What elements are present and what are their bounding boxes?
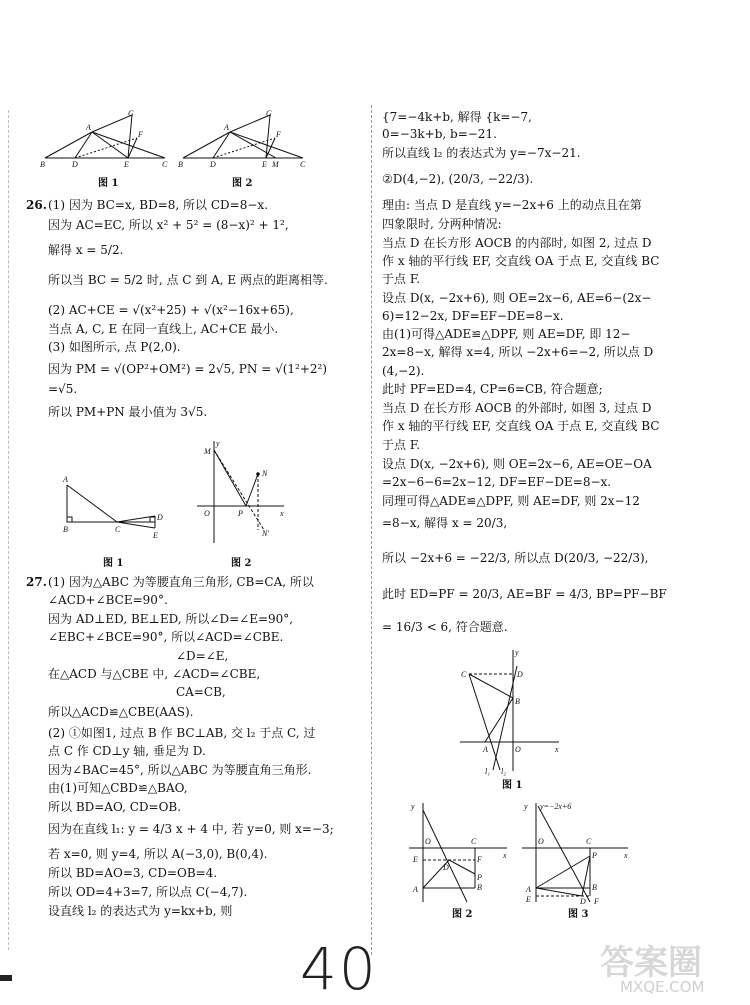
- q27-line: ∠EBC+∠BCE=90°, 所以∠ACD=∠CBE.: [48, 630, 284, 644]
- answer-line: 作 x 轴的平行线 EF, 交直线 OA 于点 E, 交直线 BC: [382, 254, 660, 268]
- svg-text:N: N: [262, 469, 268, 478]
- answer-line: (4,−2).: [382, 364, 425, 378]
- question-number: 26.: [26, 198, 47, 212]
- fig-caption: 图 2: [231, 558, 252, 569]
- svg-text:y: y: [524, 802, 528, 811]
- watermark-logo: 答案圈: [600, 943, 702, 983]
- answer-line: 此时 ED=PF = 20/3, AE=BF = 4/3, BP=PF−BF: [382, 587, 667, 601]
- svg-text:B: B: [178, 160, 183, 169]
- fig-caption: 图 1: [98, 178, 119, 189]
- q27-line: 所以 BD=AO, CD=OB.: [48, 800, 182, 814]
- answer-line: 由(1)可得△ADE≌△DPF, 则 AE=DF, 即 12−: [382, 327, 631, 341]
- answer-line: 所以 −2x+6 = −22/3, 所以点 D(20/3, −22/3),: [382, 551, 649, 565]
- svg-text:D: D: [157, 513, 163, 522]
- q27-line: 设直线 l₂ 的表达式为 y=kx+b, 则: [48, 904, 233, 918]
- answer-line: 所以直线 l₂ 的表达式为 y=−7x−21.: [382, 146, 581, 160]
- q26-line: 当点 A, C, E 在同一直线上, AC+CE 最小.: [48, 322, 279, 336]
- figure-q26-fig2: [192, 438, 292, 548]
- q26-line: (2) AC+CE = √(x²+25) + √(x²−16x+65),: [48, 303, 294, 317]
- q26-line: 所以当 BC = 5/2 时, 点 C 到 A, E 两点的距离相等.: [48, 273, 328, 287]
- q27-line: 所以△ACD≌△CBE(AAS).: [48, 705, 194, 719]
- answer-line: 6)=12−2x, DF=EF−DE=8−x.: [382, 309, 564, 323]
- q27-line: ∠D=∠E,: [176, 649, 229, 663]
- svg-text:P: P: [592, 851, 597, 860]
- q27-line: 因为∠BAC=45°, 所以△ABC 为等腰直角三角形.: [48, 763, 312, 777]
- answer-line: 设点 D(x, −2x+6), 则 OE=2x−6, AE=OE−OA: [382, 457, 652, 471]
- svg-text:F: F: [138, 130, 143, 139]
- svg-text:x: x: [280, 509, 284, 518]
- q26-line: (1) 因为 BC=x, BD=8, 所以 CD=8−x.: [48, 198, 269, 212]
- answer-line: 当点 D 在长方形 AOCB 的内部时, 如图 2, 过点 D: [382, 236, 652, 250]
- svg-text:M: M: [204, 447, 211, 456]
- answer-line: = 16/3 < 6, 符合题意.: [382, 620, 508, 634]
- fig-caption: 图 1: [103, 558, 124, 569]
- svg-text:G: G: [128, 110, 134, 118]
- answer-line: 此时 PF=ED=4, CP=6=CB, 符合题意;: [382, 382, 603, 396]
- q27-line: 若 x=0, 则 y=4, 所以 A(−3,0), B(0,4).: [48, 847, 268, 861]
- svg-text:x: x: [503, 851, 507, 860]
- answer-line: {7=−4k+b, 解得 {k=−7,: [382, 110, 532, 124]
- svg-text:C: C: [586, 837, 592, 846]
- svg-text:O: O: [204, 509, 210, 518]
- svg-text:P: P: [238, 509, 243, 518]
- svg-text:A: A: [526, 885, 531, 894]
- svg-text:E: E: [124, 160, 129, 169]
- fig-caption: 图 3: [568, 909, 589, 920]
- question-number: 27.: [26, 575, 47, 589]
- q27-line: 因为 AD⊥ED, BE⊥ED, 所以∠D=∠E=90°,: [48, 612, 294, 626]
- svg-text:E: E: [262, 160, 267, 169]
- answer-line: 于点 F.: [382, 272, 421, 286]
- q27-line: 因为在直线 l₁: y = 4/3 x + 4 中, 若 y=0, 则 x=−3;: [48, 822, 334, 836]
- svg-text:B: B: [63, 525, 68, 534]
- answer-line: =8−x, 解得 x = 20/3,: [382, 516, 508, 530]
- figure-q27-fig2: [405, 800, 510, 905]
- answer-line: ②D(4,−2), (20/3, −22/3).: [382, 172, 534, 186]
- q26-line: 解得 x = 5/2.: [48, 243, 124, 257]
- q26-line: =√5.: [48, 382, 78, 396]
- svg-text:C: C: [471, 837, 477, 846]
- svg-text:y: y: [411, 802, 415, 811]
- svg-text:y: y: [216, 439, 220, 448]
- svg-text:A: A: [86, 123, 91, 132]
- svg-text:A: A: [413, 885, 418, 894]
- svg-text:B: B: [592, 883, 597, 892]
- svg-text:F: F: [594, 897, 599, 905]
- fig-caption: 图 1: [502, 780, 523, 791]
- answer-line: 0=−3k+b, b=−21.: [382, 127, 497, 141]
- svg-text:A: A: [483, 745, 488, 754]
- page-number: 40: [300, 935, 378, 1003]
- svg-text:A: A: [224, 123, 229, 132]
- q27-line: 所以 BD=AO=3, CD=OB=4.: [48, 866, 218, 880]
- svg-text:C: C: [300, 160, 306, 169]
- q27-line: CA=CB,: [176, 685, 226, 699]
- svg-text:B: B: [40, 160, 45, 169]
- q27-line: 由(1)可知△CBD≌△BAO,: [48, 781, 188, 795]
- line-label: y=−2x+6: [540, 802, 572, 811]
- svg-text:l₁: l₁: [485, 767, 491, 776]
- svg-text:D: D: [517, 670, 523, 679]
- svg-text:D: D: [443, 863, 449, 872]
- svg-text:B: B: [515, 697, 520, 706]
- svg-text:G: G: [266, 110, 272, 118]
- svg-text:O: O: [538, 837, 544, 846]
- svg-text:F: F: [477, 855, 482, 864]
- svg-text:l₂: l₂: [501, 767, 507, 776]
- answer-line: 作 x 轴的平行线 EF, 交直线 OA 于点 E, 交直线 BC: [382, 419, 660, 433]
- q27-line: 在△ACD 与△CBE 中, ∠ACD=∠CBE,: [48, 667, 261, 681]
- figure-q27-fig1: [455, 646, 565, 776]
- q26-line: 因为 AC=EC, 所以 x² + 5² = (8−x)² + 1²,: [48, 218, 289, 232]
- answer-line: 同理可得△ADE≌△DPF, 则 AE=DF, 则 2x−12: [382, 494, 640, 508]
- margin-line: [8, 110, 9, 950]
- svg-text:E: E: [526, 895, 531, 904]
- answer-line: 于点 F.: [382, 438, 421, 452]
- svg-text:C: C: [162, 160, 168, 169]
- svg-text:D: D: [580, 897, 586, 905]
- q26-line: 因为 PM = √(OP²+OM²) = 2√5, PN = √(1²+2²): [48, 362, 328, 376]
- q27-line: (2) ①如图1, 过点 B 作 BC⊥AB, 交 l₂ 于点 C, 过: [48, 726, 316, 740]
- svg-text:x: x: [624, 851, 628, 860]
- svg-text:O: O: [515, 745, 521, 754]
- figure-q25-fig2: [178, 110, 308, 170]
- svg-text:C: C: [461, 670, 467, 679]
- figure-q27-fig3: [518, 800, 630, 905]
- svg-text:P: P: [477, 873, 482, 882]
- fig-caption: 图 2: [452, 909, 473, 920]
- figure-q25-fig1: [40, 110, 170, 170]
- svg-text:F: F: [276, 130, 281, 139]
- svg-text:A: A: [63, 475, 68, 484]
- q27-line: ∠ACD+∠BCE=90°.: [48, 593, 168, 607]
- svg-text:E: E: [413, 855, 418, 864]
- svg-text:B: B: [477, 883, 482, 892]
- svg-text:M: M: [272, 160, 279, 169]
- figure-q26-fig1: [55, 470, 175, 545]
- corner-mark: [0, 975, 12, 981]
- answer-line: 设点 D(x, −2x+6), 则 OE=2x−6, AE=6−(2x−: [382, 291, 652, 305]
- svg-text:D: D: [210, 160, 216, 169]
- answer-line: 理由: 当点 D 是直线 y=−2x+6 上的动点且在第: [382, 198, 642, 212]
- column-divider: [371, 105, 372, 955]
- answer-line: 四象限时, 分两种情况:: [382, 217, 502, 231]
- svg-text:E: E: [153, 531, 158, 540]
- svg-text:C: C: [115, 525, 121, 534]
- q27-line: 点 C 作 CD⊥y 轴, 垂足为 D.: [48, 744, 206, 758]
- answer-line: 当点 D 在长方形 AOCB 的外部时, 如图 3, 过点 D: [382, 401, 652, 415]
- answer-line: =2x−6−6=2x−12, DF=EF−DE=8−x.: [382, 475, 612, 489]
- watermark-url: MXQE.COM: [620, 978, 705, 996]
- fig-caption: 图 2: [232, 178, 253, 189]
- svg-text:N': N': [262, 529, 270, 538]
- svg-text:y: y: [515, 648, 519, 657]
- svg-text:D: D: [72, 160, 78, 169]
- q26-line: 所以 PM+PN 最小值为 3√5.: [48, 405, 208, 419]
- q27-line: (1) 因为△ABC 为等腰直角三角形, CB=CA, 所以: [48, 575, 314, 589]
- q27-line: 所以 OD=4+3=7, 所以点 C(−4,7).: [48, 885, 248, 899]
- svg-text:O: O: [425, 837, 431, 846]
- answer-line: 2x=8−x, 解得 x=4, 所以 −2x+6=−2, 所以点 D: [382, 345, 654, 359]
- svg-text:x: x: [555, 745, 559, 754]
- q26-line: (3) 如图所示, 点 P(2,0).: [48, 340, 181, 354]
